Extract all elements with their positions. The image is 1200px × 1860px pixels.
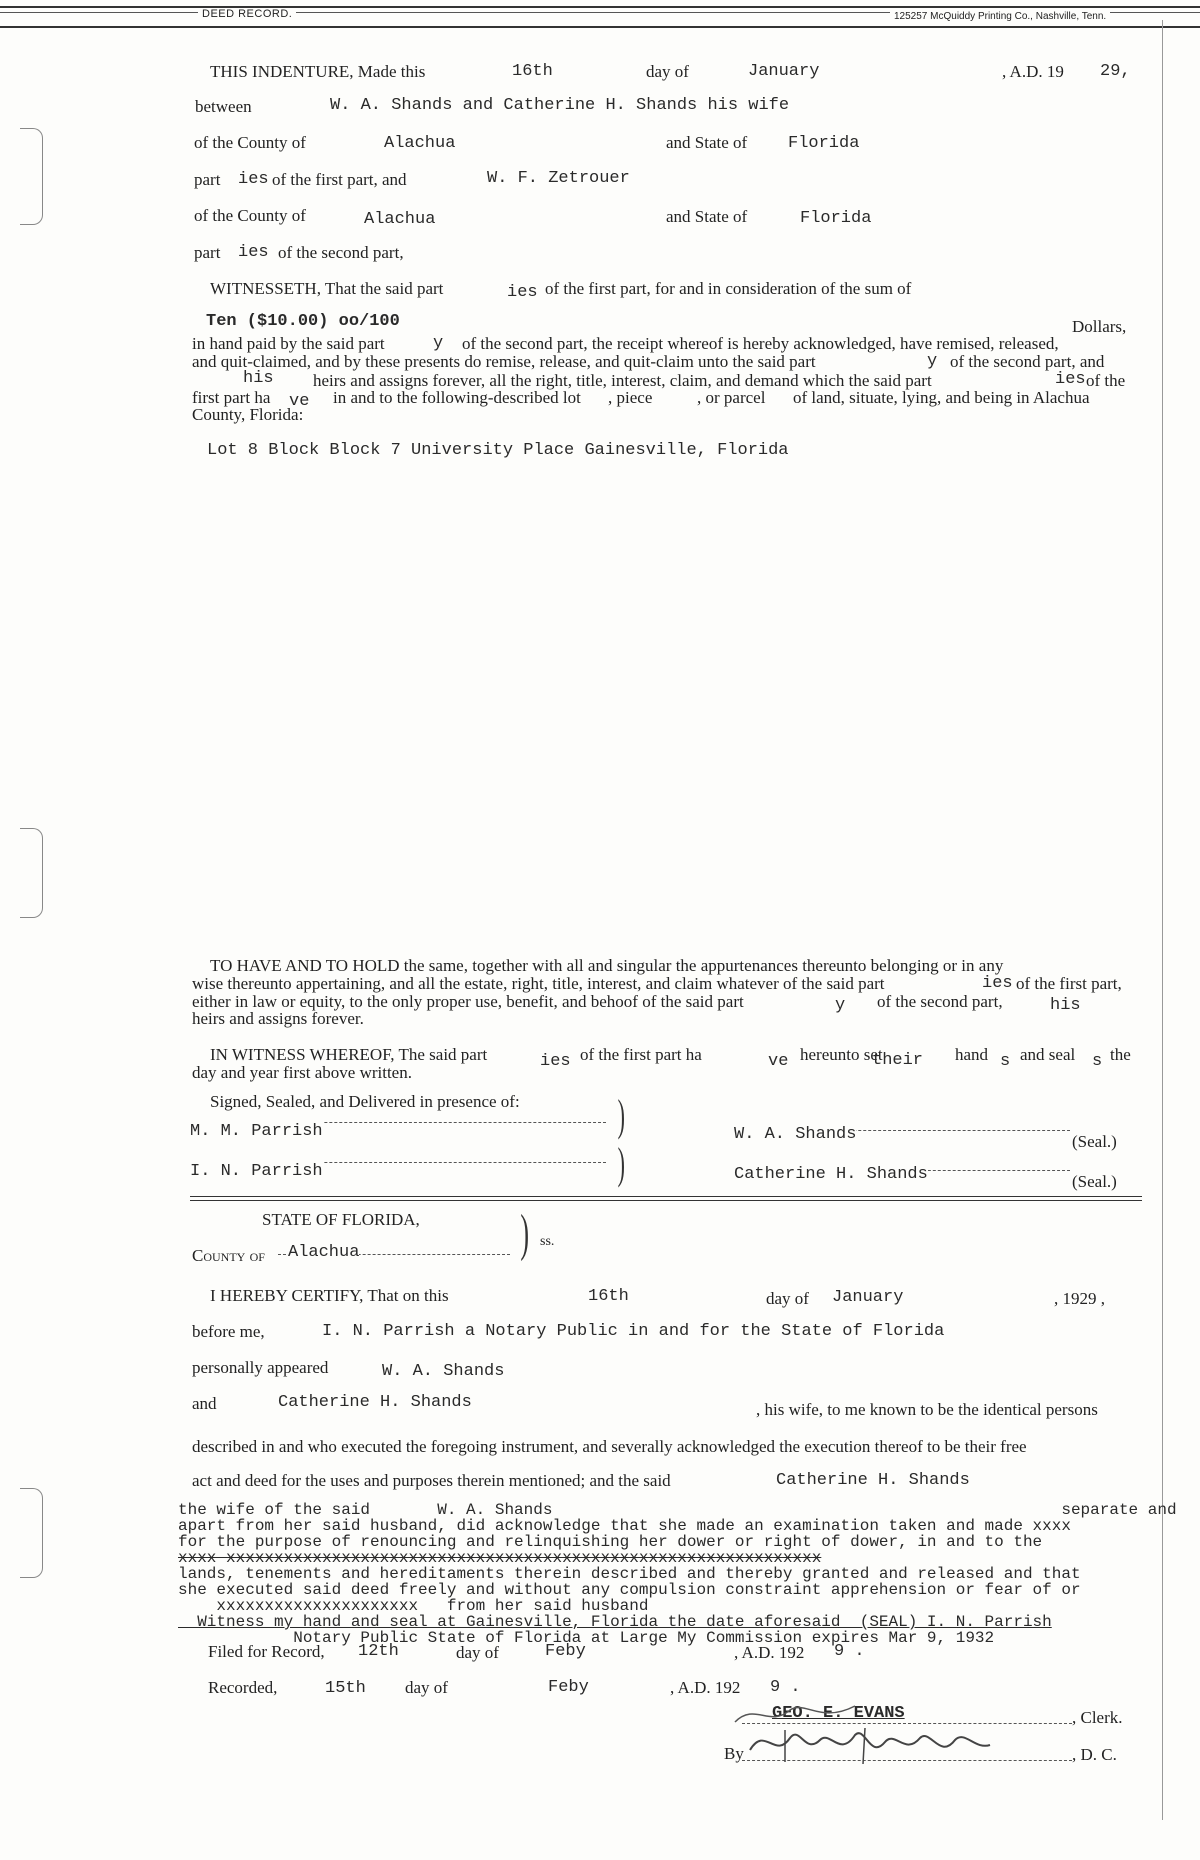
seal-label: (Seal.) [1072, 1132, 1117, 1151]
certify-line: I HEREBY CERTIFY, That on this [210, 1286, 449, 1305]
witnesseth-line: of the second part, the receipt whereof is hereby acknowledged, have remised, released, [462, 334, 1059, 353]
habendum-line: wise thereunto appertaining, and all the estate, right, title, interest, and claim whatever of the said part [192, 974, 885, 993]
county-label: County of [192, 1246, 265, 1265]
described-line: described in and who executed the foregoing instrument, and severally acknowledged the execution thereof to be their free [192, 1437, 1027, 1456]
part-suffix: ies [540, 1052, 571, 1071]
part-suffix: y [835, 996, 846, 1015]
ack-year: , 1929 , [1054, 1289, 1105, 1308]
grantor-county: Alachua [384, 134, 456, 153]
indenture-intro: THIS INDENTURE, Made this [210, 62, 426, 81]
ack-day: 16th [588, 1287, 629, 1306]
deputy-clerk-title: , D. C. [1072, 1745, 1117, 1764]
appeared-person-2: Catherine H. Shands [278, 1393, 472, 1412]
seal-label: (Seal.) [1072, 1172, 1117, 1191]
witnesseth-line: of the [1086, 371, 1126, 390]
witness-line: and seal [1020, 1045, 1076, 1064]
witnesseth-line: heirs and assigns forever, all the right, title, interest, claim, and demand which the said part [313, 371, 932, 390]
signer-name-2: Catherine H. Shands [734, 1165, 928, 1184]
witnesseth-line: in and to the following-described lot [333, 388, 581, 407]
deed-record-label: DEED RECORD. [198, 8, 296, 20]
witness-line: the [1110, 1045, 1131, 1064]
part-suffix: ies [238, 243, 269, 262]
typed-line: she executed said deed freely and without any compulsion constraint apprehension or fear of or [178, 1581, 1081, 1599]
section-rule [190, 1200, 1142, 1201]
habendum-line: either in law or equity, to the only proper use, benefit, and behoof of the said part [192, 992, 744, 1011]
witnesseth-line: of the first part, for and in consideration of the sum of [545, 279, 912, 298]
habendum-line: TO HAVE AND TO HOLD the same, together with all and singular the appurtenances thereunto belonging or in any [210, 956, 1004, 975]
county-label: of the County of [194, 206, 306, 225]
clerk-title: , Clerk. [1072, 1708, 1123, 1727]
grantor-state: Florida [788, 134, 860, 153]
ack-day-of: day of [766, 1289, 809, 1308]
ack-month: January [832, 1288, 904, 1307]
part-suffix: ies [507, 283, 538, 302]
binder-hole [20, 1488, 43, 1578]
witness-line: hand [955, 1045, 989, 1064]
indenture-ad: , A.D. 19 [1002, 62, 1064, 81]
signer-name-1: W. A. Shands [734, 1125, 857, 1144]
known-label: , his wife, to me known to be the identical persons [756, 1400, 1098, 1419]
witness-name-2: I. N. Parrish [190, 1162, 323, 1181]
witnesseth-line: County, Florida: [192, 405, 304, 424]
witnesseth-line: , or parcel [697, 388, 766, 407]
part-label: part [194, 170, 221, 189]
indenture-day-of: day of [646, 62, 689, 81]
brace-right: ) [617, 1139, 625, 1188]
ss-label: ss. [540, 1234, 555, 1249]
part-suffix: ve [289, 392, 310, 411]
recorded-month: Feby [548, 1678, 589, 1697]
dollars-label: Dollars, [1072, 317, 1127, 336]
witnesseth-line: of land, situate, lying, and being in Alachua [793, 388, 1090, 407]
witnesseth-line: in hand paid by the said part [192, 334, 385, 353]
brace-right: ) [617, 1091, 625, 1140]
witnesseth-line: and quit-claimed, and by these presents do remise, release, and quit-claim unto the said part [192, 352, 816, 371]
recorded-label: Recorded, [208, 1678, 278, 1697]
binder-hole [20, 128, 43, 225]
and-label: and [192, 1394, 217, 1413]
presence-label: Signed, Sealed, and Delivered in presence of: [210, 1092, 520, 1111]
appeared-label: personally appeared [192, 1358, 329, 1377]
filed-day-of: day of [456, 1643, 499, 1662]
state-label: and State of [666, 207, 748, 226]
their-label: their [872, 1051, 924, 1070]
county-label: of the County of [194, 133, 306, 152]
part-suffix: ies [1055, 370, 1086, 389]
state-label: and State of [666, 133, 748, 152]
part-suffix: y [433, 334, 444, 353]
witness-line: hereunto set [800, 1045, 883, 1064]
witnesseth-line: , piece [608, 388, 653, 407]
typed-line: xxxxxxxxxxxxxxxxxxxxx from her said husband [178, 1597, 649, 1615]
typed-line: the wife of the said W. A. Shands separate and [178, 1501, 1177, 1519]
part-suffix: ve [768, 1052, 789, 1071]
recorded-year: 9 . [770, 1678, 801, 1697]
witness-line: IN WITNESS WHEREOF, The said part [210, 1045, 488, 1064]
grantors: W. A. Shands and Catherine H. Shands his wife [330, 96, 790, 115]
by-label: By [724, 1744, 744, 1763]
between-label: between [195, 97, 252, 116]
typed-line: for the purpose of renouncing and relinquishing her dower or right of dower, in and to the [178, 1533, 1043, 1551]
brace-right: ) [520, 1205, 529, 1262]
legal-description: Lot 8 Block Block 7 University Place Gainesville, Florida [207, 441, 789, 460]
his-label: his [243, 369, 274, 388]
part-suffix: y [927, 352, 938, 371]
acknowledgment-typed-block [178, 1501, 1177, 1647]
recorded-day-of: day of [405, 1678, 448, 1697]
filed-label: Filed for Record, [208, 1642, 325, 1661]
recorded-ad: , A.D. 192 [670, 1678, 741, 1697]
typed-line: Witness my hand and seal at Gainesville, Florida the date aforesaid (SEAL) I. N. Parrish [178, 1613, 1052, 1631]
indenture-day: 16th [512, 62, 553, 81]
typed-line: xxxx xxxxxxxxxxxxxxxxxxxxxxxxxxxxxxxxxxxxxxxxxxxxxxxxxxxxxxxxxxxxxx [178, 1549, 822, 1567]
habendum-line: of the second part, [877, 992, 1003, 1011]
witness-name-1: M. M. Parrish [190, 1122, 323, 1141]
filed-day: 12th [358, 1642, 399, 1661]
witnesseth-line: WITNESSETH, That the said part [210, 279, 444, 298]
ack-county: Alachua [288, 1243, 360, 1262]
first-part-label: of the first part, and [272, 170, 407, 189]
habendum-line: heirs and assigns forever. [192, 1009, 364, 1028]
part-label: part [194, 243, 221, 262]
state-heading: STATE OF FLORIDA, [262, 1210, 420, 1229]
filed-ad: , A.D. 192 [734, 1643, 805, 1662]
before-me-label: before me, [192, 1322, 265, 1341]
part-suffix: ies [982, 974, 1013, 993]
act-line: act and deed for the uses and purposes therein mentioned; and the said [192, 1471, 671, 1490]
witness-line: day and year first above written. [192, 1063, 412, 1082]
witnesseth-line: of the second part, and [950, 352, 1105, 371]
his-label: his [1050, 996, 1081, 1015]
typed-line: Notary Public State of Florida at Large My Commission expires Mar 9, 1932 [178, 1629, 995, 1647]
recorded-day: 15th [325, 1679, 366, 1698]
indenture-month: January [748, 62, 820, 81]
consideration-amount: Ten ($10.00) oo/100 [206, 312, 400, 331]
typed-line: apart from her said husband, did acknowledge that she made an examination taken and made xxxx [178, 1517, 1071, 1535]
binder-hole [20, 828, 43, 918]
filed-month: Feby [545, 1642, 586, 1661]
grantee-state: Florida [800, 209, 872, 228]
habendum-line: of the first part, [1016, 974, 1122, 993]
witnesseth-line: first part ha [192, 388, 271, 407]
notary-officer: I. N. Parrish a Notary Public in and for the State of Florida [322, 1322, 945, 1341]
clerk-signature-flourish [730, 1696, 860, 1732]
part-suffix: s [1092, 1052, 1103, 1071]
part-suffix: s [1000, 1052, 1011, 1071]
witness-line: of the first part ha [580, 1045, 702, 1064]
part-suffix: ies [238, 170, 269, 189]
ack-wife: Catherine H. Shands [776, 1471, 970, 1490]
filed-year: 9 . [834, 1642, 865, 1661]
printer-imprint: 125257 McQuiddy Printing Co., Nashville, Tenn. [890, 11, 1110, 22]
grantee-county: Alachua [364, 210, 436, 229]
typed-line: lands, tenements and hereditaments therein described and thereby granted and released and that [178, 1565, 1081, 1583]
appeared-person-1: W. A. Shands [382, 1362, 505, 1381]
indenture-year: 29, [1100, 62, 1131, 81]
second-part-label: of the second part, [278, 243, 404, 262]
clerk-name: GEO. E. EVANS [772, 1704, 905, 1723]
page-edge [1162, 20, 1163, 1820]
grantee: W. F. Zetrouer [487, 169, 630, 188]
section-rule [190, 1196, 1142, 1197]
